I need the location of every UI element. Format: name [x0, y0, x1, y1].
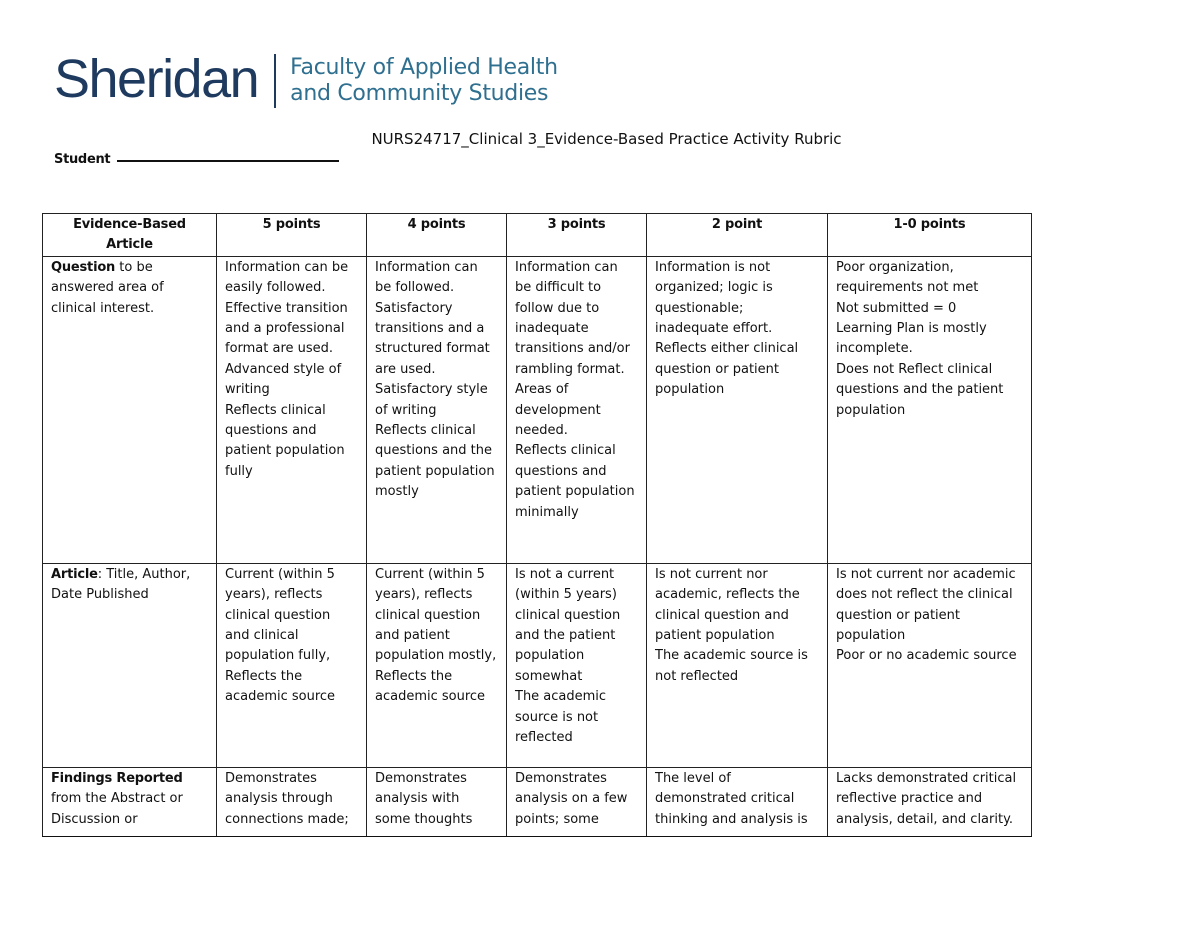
rubric-cell: Lacks demonstrated critical reflective practice and analysis, detail, and clarity. [828, 767, 1032, 836]
rubric-cell: Current (within 5 years), reflects clinical question and patient population mostly, Reflects the academic source [367, 563, 507, 767]
rubric-cell: Current (within 5 years), reflects clinical question and clinical population fully, Reflects the academic source [217, 563, 367, 767]
rubric-cell: The level of demonstrated critical thinking and analysis is [647, 767, 828, 836]
rubric-cell: Is not current nor academic, reflects the clinical question and patient population The academic source is not reflected [647, 563, 828, 767]
rubric-row-question [43, 256, 1032, 563]
rubric-cell: Is not current nor academic does not reflect the clinical question or patient population Poor or no academic source [828, 563, 1032, 767]
criterion-title: Question [51, 259, 116, 275]
criterion-title: Findings Reported [51, 770, 183, 786]
rubric-cell: Information is not organized; logic is questionable; inadequate effort. Reflects either clinical question or patient population [647, 256, 828, 563]
sheridan-logo [54, 50, 558, 112]
logo-divider [274, 54, 276, 108]
student-name-blank [117, 160, 339, 162]
header-2-point: 2 point [647, 214, 828, 257]
criterion-description: from the Abstract or Discussion or [51, 791, 183, 827]
rubric-cell: Information can be followed. Satisfactory transitions and a structured format are used. Satisfactory style of writing Reflects clinical questions and the patient population mostly [367, 256, 507, 563]
rubric-cell: Demonstrates analysis on a few points; some [507, 767, 647, 836]
header-3-points: 3 points [507, 214, 647, 257]
criterion-cell [43, 563, 217, 767]
rubric-cell: Demonstrates analysis through connections made; [217, 767, 367, 836]
rubric-cell: Information can be difficult to follow due to inadequate transitions and/or rambling format. Areas of development needed. Reflects clinical questions and patient population minimally [507, 256, 647, 563]
rubric-header-row [43, 214, 1032, 257]
document-title: NURS24717_Clinical 3_Evidence-Based Practice Activity Rubric [371, 130, 842, 148]
header-4-points: 4 points [367, 214, 507, 257]
student-field [54, 152, 339, 167]
logo-faculty-line-1: Faculty of Applied Health [290, 55, 558, 80]
rubric-cell: Information can be easily followed. Effective transition and a professional format are used. Advanced style of writing Reflects clinical questions and patient population fully [217, 256, 367, 563]
rubric-cell: Is not a current (within 5 years) clinical question and the patient population somewhat The academic source is not reflected [507, 563, 647, 767]
header-1-0-points: 1-0 points [828, 214, 1032, 257]
criterion-cell [43, 767, 217, 836]
rubric-cell: Demonstrates analysis with some thoughts [367, 767, 507, 836]
criterion-title: Article [51, 566, 98, 582]
logo-faculty-line-2: and Community Studies [290, 81, 549, 106]
rubric-row-article [43, 563, 1032, 767]
criterion-description: to be answered area of clinical interest. [51, 259, 164, 316]
logo-wordmark: Sheridan [54, 49, 259, 109]
criterion-cell [43, 256, 217, 563]
logo-faculty-name [290, 55, 558, 107]
criterion-description: : Title, Author, Date Published [51, 566, 191, 603]
student-label: Student [54, 152, 111, 167]
rubric-row-findings [43, 767, 1032, 836]
rubric-table [42, 213, 1032, 837]
header-5-points: 5 points [217, 214, 367, 257]
header-criterion: Evidence-Based Article [43, 214, 217, 257]
document-title-wrap [0, 130, 1200, 148]
rubric-cell: Poor organization, requirements not met Not submitted = 0 Learning Plan is mostly incomplete. Does not Reflect clinical questions and the patient population [828, 256, 1032, 563]
